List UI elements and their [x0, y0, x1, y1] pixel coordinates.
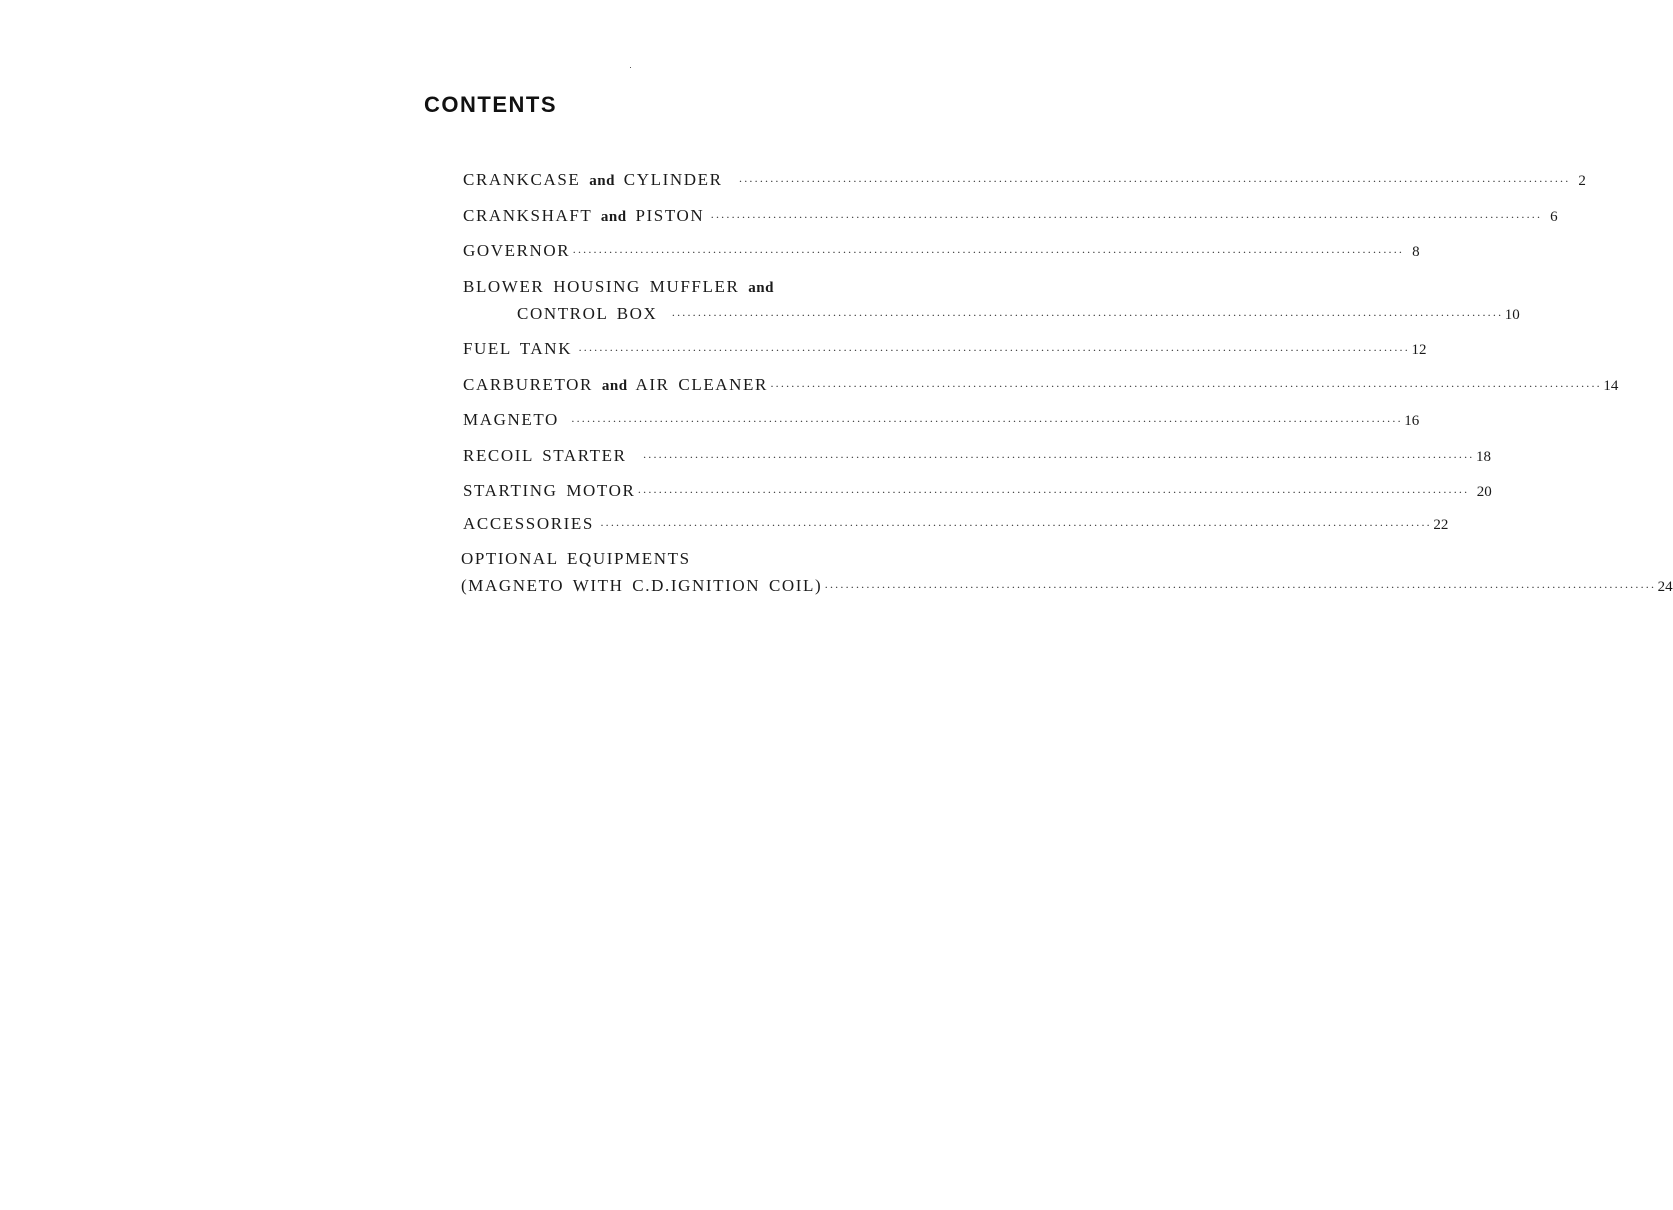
- table-of-contents: [461, 0, 1673, 1210]
- toc-entry-label: FUEL TANK: [463, 339, 573, 358]
- toc-entry-label: (MAGNETO WITH C.D.IGNITION COIL): [461, 576, 823, 595]
- toc-entry-magneto-cd-ignition[interactable]: [461, 576, 1673, 597]
- toc-entry-magneto[interactable]: [463, 410, 1420, 431]
- dot-leader: ································································································································································: [642, 450, 1474, 464]
- dot-leader: ································································································································································: [824, 580, 1656, 594]
- toc-entry-blower-housing-line1[interactable]: BLOWER HOUSING MUFFLER and: [463, 277, 774, 296]
- toc-entry-label: GOVERNOR: [463, 241, 571, 260]
- toc-entry-page: 10: [1504, 307, 1520, 323]
- toc-entry-page: 8: [1412, 244, 1420, 260]
- toc-entry-page: 16: [1404, 413, 1420, 429]
- toc-entry-label: CRANKCASE and CYLINDER: [463, 170, 723, 189]
- toc-entry-label: CRANKSHAFT and PISTON: [463, 206, 705, 225]
- toc-entry-governor[interactable]: [463, 241, 1420, 262]
- toc-entry-label: ACCESSORIES: [463, 514, 594, 533]
- dot-leader: ································································································································································: [570, 414, 1403, 428]
- dot-leader: ································································································································································: [738, 174, 1570, 188]
- toc-entry-label: CARBURETOR and AIR CLEANER: [463, 375, 768, 394]
- toc-entry-label: STARTING MOTOR: [463, 481, 636, 500]
- dot-leader: ································································································································································: [599, 518, 1432, 532]
- toc-entry-page: 14: [1603, 378, 1619, 394]
- toc-entry-carburetor-air-cleaner[interactable]: [463, 375, 1619, 396]
- toc-entry-page: 18: [1475, 449, 1491, 465]
- toc-entry-crankcase-cylinder[interactable]: [463, 170, 1586, 191]
- toc-entry-label: MAGNETO: [463, 410, 559, 429]
- dot-leader: ································································································································································: [769, 379, 1602, 393]
- toc-entry-recoil-starter[interactable]: [463, 446, 1491, 467]
- toc-entry-accessories[interactable]: [463, 514, 1449, 535]
- toc-entry-starting-motor[interactable]: [463, 481, 1492, 502]
- toc-entry-fuel-tank[interactable]: [463, 339, 1427, 360]
- dot-leader: ································································································································································: [637, 485, 1469, 499]
- toc-entry-page: 6: [1550, 209, 1558, 225]
- toc-entry-page: 20: [1476, 484, 1492, 500]
- contents-title: CONTENTS: [424, 92, 557, 117]
- toc-entry-page: 2: [1578, 173, 1586, 189]
- toc-entry-page: 22: [1433, 517, 1449, 533]
- dot-leader: ································································································································································: [671, 308, 1503, 322]
- dot-leader: ································································································································································: [572, 245, 1404, 259]
- toc-entry-page: 24: [1657, 579, 1673, 595]
- toc-entry-control-box[interactable]: [517, 304, 1520, 325]
- toc-entry-crankshaft-piston[interactable]: [463, 206, 1558, 227]
- toc-entry-label: RECOIL STARTER: [463, 446, 627, 465]
- toc-entry-optional-equipments[interactable]: OPTIONAL EQUIPMENTS: [461, 549, 691, 568]
- dot-leader: ································································································································································: [710, 210, 1542, 224]
- toc-entry-page: 12: [1411, 342, 1427, 358]
- dot-leader: ································································································································································: [578, 343, 1410, 357]
- toc-entry-label: CONTROL BOX: [517, 304, 658, 323]
